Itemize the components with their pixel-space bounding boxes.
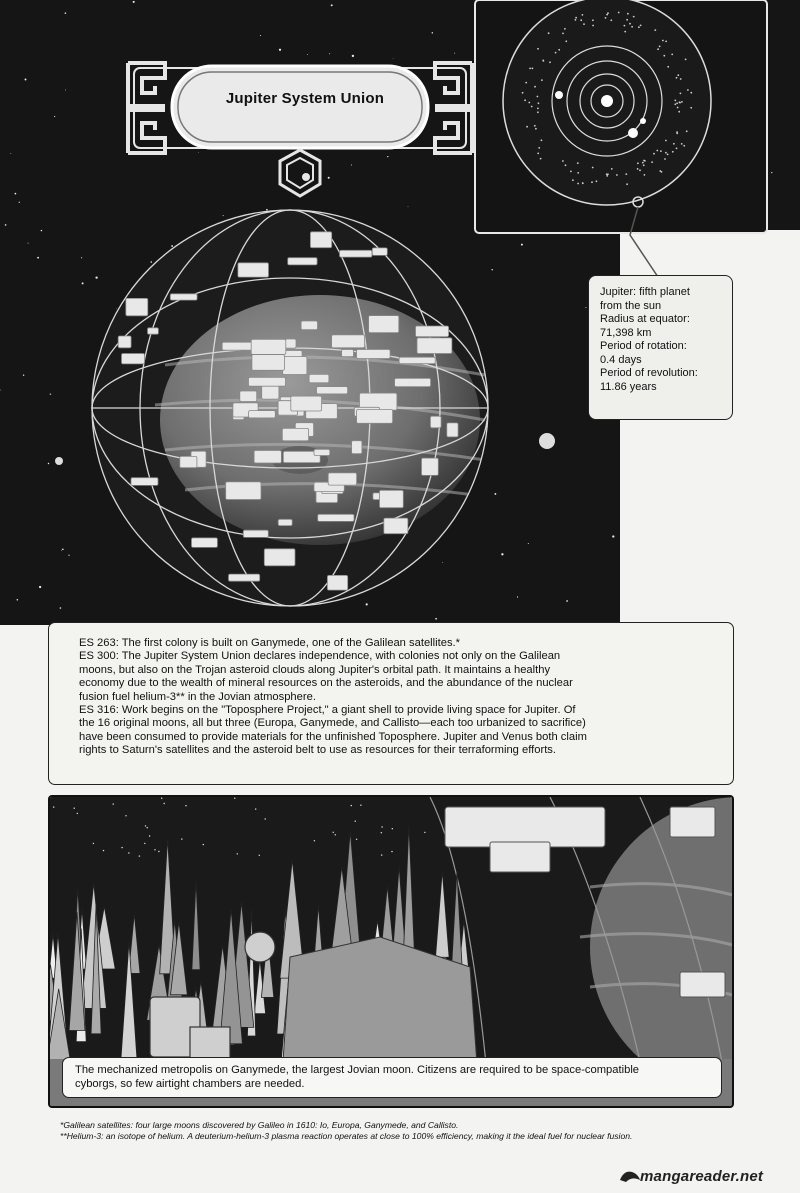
caption-line: The mechanized metropolis on Ganymede, the largest Jovian moon. Citizens are required to be space-compatible — [75, 1064, 640, 1076]
fact-line: 0.4 days — [600, 353, 642, 366]
timeline-box — [48, 622, 734, 785]
caption-line: cyborgs, so few airtight chambers are needed. — [75, 1077, 305, 1090]
pointer-line — [600, 205, 670, 280]
fact-line: Jupiter: fifth planet — [600, 286, 690, 298]
fact-line: from the sun — [600, 299, 662, 312]
jupiter-facts-box — [588, 275, 733, 420]
timeline-line: the 16 original moons, all but three (Europa, Ganymede, and Callisto—each too urbanized to sacrifice) — [79, 717, 586, 730]
watermark: mangareader.net — [640, 1168, 764, 1185]
fact-line: Radius at equator: — [600, 313, 690, 325]
city-caption-box — [62, 1057, 722, 1098]
timeline-line: ES 316: Work begins on the "Toposphere Project," a giant shell to provide living space for Jupiter. Of — [79, 704, 576, 717]
watermark-logo-icon — [618, 1166, 642, 1186]
timeline-line: ES 263: The first colony is built on Ganymede, one of the Galilean satellites.* — [79, 637, 461, 649]
timeline-line: fusion fuel helium-3** in the Jovian atmosphere. — [79, 690, 316, 703]
jupiter-toposphere-illustration — [85, 205, 495, 610]
timeline-line: economy due to the wealth of mineral resources on the asteroids, and the abundance of the nuclear — [79, 677, 573, 690]
footnote-galilean: *Galilean satellites: four large moons discovered by Galileo in 1610: Io, Europa, Ganymede, and Callisto. — [60, 1120, 459, 1130]
timeline-line: moons, but also on the Trojan asteroid clouds along Jupiter's orbital path. It maintains a healthy — [79, 663, 551, 676]
timeline-line: rights to Saturn's satellites and the asteroid belt to use as resources for their terraforming efforts. — [79, 744, 557, 757]
fact-line: Period of revolution: — [600, 367, 698, 379]
fact-line: 11.86 years — [600, 380, 657, 393]
title-emblem — [120, 58, 480, 198]
timeline-line: have been consumed to provide materials for the unfinished Toposphere. Jupiter and Venus both claim — [79, 730, 587, 743]
orbit-diagram — [470, 0, 770, 235]
fact-line: 71,398 km — [600, 326, 652, 339]
page-title: Jupiter System Union — [225, 90, 385, 107]
fact-line: Period of rotation: — [600, 340, 687, 352]
timeline-line: ES 300: The Jupiter System Union declares independence, with colonies not only on the Galilean — [79, 650, 561, 663]
ganymede-city-panel — [48, 795, 734, 1108]
footnote-helium: **Helium-3: an isotope of helium. A deuterium-helium-3 plasma reaction operates at close to 100% efficiency, making it the ideal fuel for nuclear fusion. — [60, 1131, 633, 1141]
